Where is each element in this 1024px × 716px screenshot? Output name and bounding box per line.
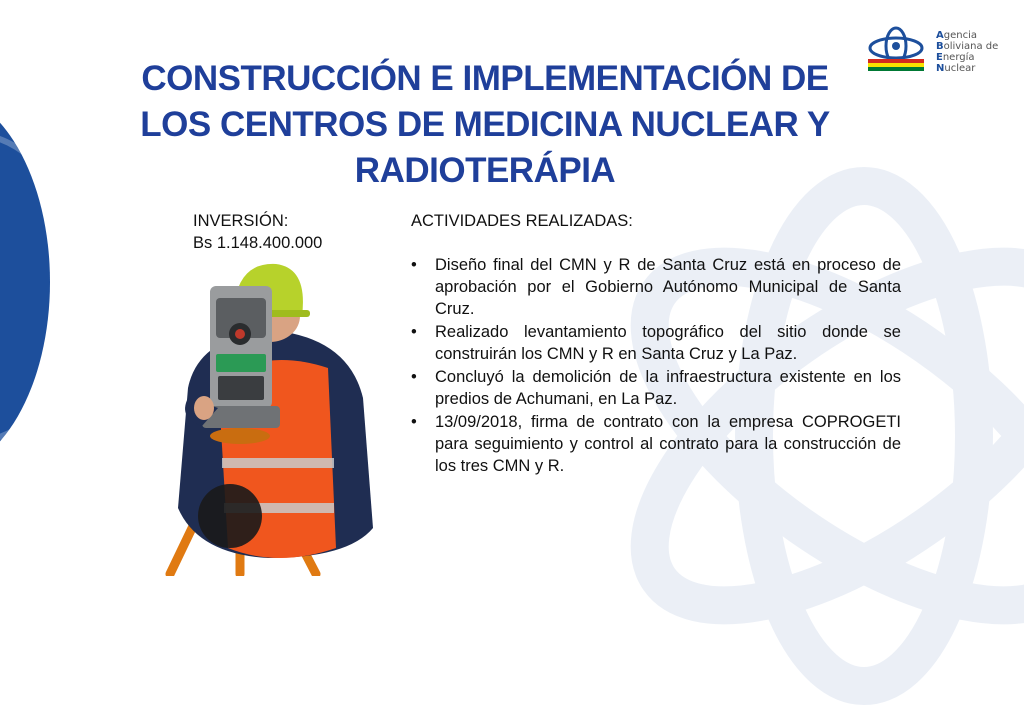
- investment-label: INVERSIÓN:: [193, 212, 289, 230]
- title-line: LOS CENTROS DE MEDICINA NUCLEAR Y: [140, 105, 830, 144]
- activities-list: [411, 254, 901, 477]
- activities-block: [411, 210, 901, 478]
- list-item: • Realizado levantamiento topográfico del sitio donde se construirán los CMN y R en Santa Cruz y La Paz.: [411, 321, 901, 365]
- investment-block: [193, 210, 322, 254]
- list-item: • Diseño final del CMN y R de Santa Cruz está en proceso de aprobación por el Gobierno Autónomo Municipal de Santa Cruz.: [411, 254, 901, 320]
- activities-heading: ACTIVIDADES REALIZADAS:: [411, 212, 633, 230]
- logo-line: Boliviana de: [936, 41, 999, 52]
- list-item: • 13/09/2018, firma de contrato con la empresa COPROGETI para seguimiento y control al contrato para la construcción de los tres CMN y R.: [411, 411, 901, 477]
- logo-line: Nuclear: [936, 63, 976, 74]
- abe-logo: [866, 26, 1016, 76]
- list-item: • Concluyó la demolición de la infraestructura existente en los predios de Achumani, en La Paz.: [411, 366, 901, 410]
- logo-line: Energía: [936, 52, 975, 63]
- logo-text: [936, 30, 998, 74]
- page-title: [130, 56, 840, 194]
- surveyor-photo: [158, 258, 388, 576]
- atom-logo-icon: [866, 26, 930, 72]
- title-line: RADIOTERÁPIA: [354, 151, 616, 190]
- investment-amount: Bs 1.148.400.000: [193, 234, 323, 252]
- logo-line: Agencia: [936, 30, 977, 41]
- title-line: CONSTRUCCIÓN E IMPLEMENTACIÓN DE: [141, 59, 829, 98]
- left-decorative-arc: [0, 92, 50, 472]
